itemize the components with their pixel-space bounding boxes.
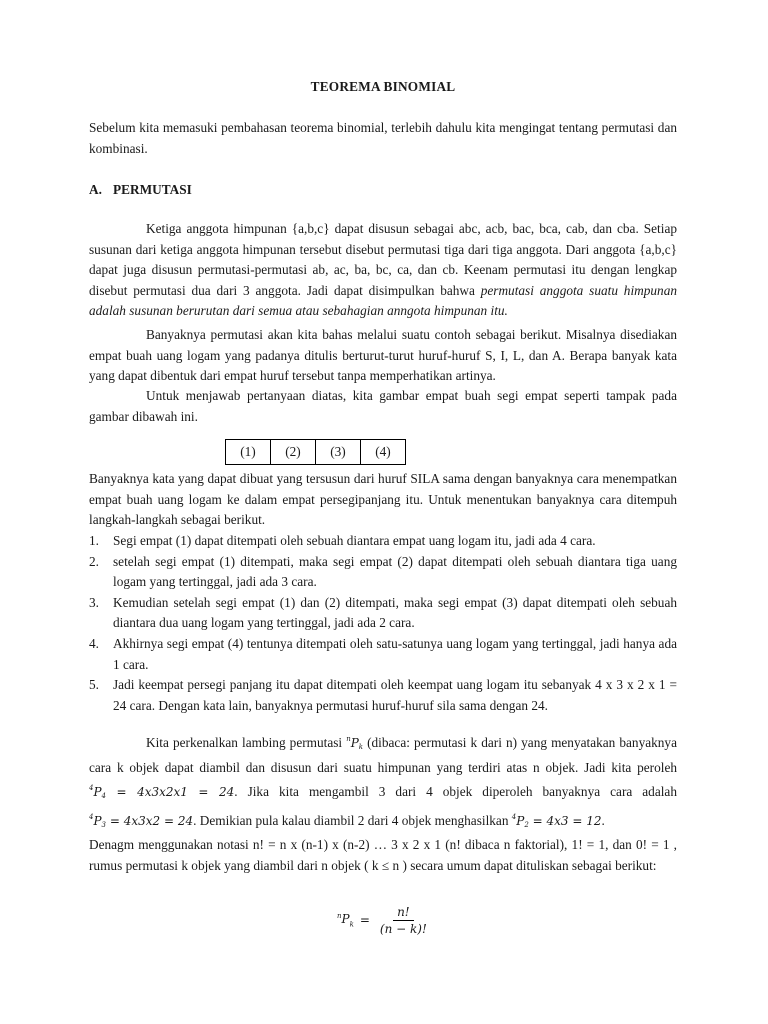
- formula-4p2: $^4P_2 = 4x3 = 12$: [511, 812, 602, 829]
- paragraph-text: Denagm menggunakan notasi n! = n x (n-1) x (n-2) … 3 x 2 x 1 (n! dibaca n faktorial), 1! = 1, dan 0! = 1 , rumus permutasi k objek yang diambil dari n objek ( k ≤ n ) secara umum dapat dituliskan sebagai berikut:: [89, 837, 677, 873]
- box-4: (4): [360, 439, 406, 465]
- formula-text: = 4x3 = 12: [532, 813, 602, 828]
- list-text: Jadi keempat persegi panjang itu dapat ditempati oleh keempat uang logam itu sebanyak 4 x 3 x 2 x 1 = 24 cara. Dengan kata lain, banyaknya permutasi huruf-huruf sila sama dengan 24.: [113, 677, 677, 713]
- box-2: (2): [270, 439, 315, 465]
- list-text: Segi empat (1) dapat ditempati oleh sebuah diantara empat uang logam itu, jadi ada 4 cara.: [113, 533, 596, 548]
- fraction: [376, 904, 431, 937]
- list-number: 2.: [89, 553, 99, 569]
- section-number: A.: [89, 182, 102, 197]
- document-title: TEOREMA BINOMIAL: [310, 79, 456, 94]
- paragraph-text: . Demikian pula kalau diambil 2 dari 4 objek menghasilkan: [193, 812, 509, 828]
- formula-npk: $^nP_k$: [346, 735, 364, 751]
- list-item: [89, 531, 677, 552]
- list-number: 5.: [89, 677, 99, 693]
- box-3: (3): [315, 439, 360, 465]
- paragraph-text: .: [601, 812, 605, 828]
- paragraph-example: Banyaknya permutasi akan kita bahas melalui suatu contoh sebagai berikut. Misalnya disediakan empat buah uang logam yang padanya ditulis berturut-turut huruf-huruf S, I, L, dan A. Berapa banyak kata yang dapat dibentuk dari empat huruf tersebut tanpa memperhatikan artinya.: [89, 327, 677, 384]
- list-item: [89, 593, 677, 634]
- paragraph-figure-intro: Untuk menjawab pertanyaan diatas, kita gambar empat buah segi empat seperti tampak pada gambar dibawah ini.: [89, 388, 677, 424]
- list-item: [89, 634, 677, 675]
- fraction-denominator: (n − k)!: [379, 922, 427, 936]
- fraction-numerator: n!: [393, 904, 414, 921]
- formula-npk: $^nP_k$: [337, 912, 354, 929]
- list-text: Kemudian setelah segi empat (1) dan (2) ditempati, maka segi empat (3) dapat ditempati oleh sebuah diantara dua uang logam yang tertinggal, jadi ada 2 cara.: [113, 594, 677, 631]
- formula-text: = 4x3x2x1 = 24: [116, 785, 235, 800]
- list-number: 1.: [89, 533, 99, 548]
- boxes-figure: [225, 439, 406, 465]
- equals-sign: =: [359, 913, 370, 928]
- paragraph-text: Kita perkenalkan lambing permutasi: [146, 735, 343, 750]
- definition-italic: permutasi anggota suatu himpunan adalah susunan berurutan dari semua atau sebahagian anngota himpunan itu.: [89, 282, 677, 319]
- section-title: PERMUTASI: [113, 182, 192, 197]
- paragraph-permutation-definition: [89, 219, 677, 322]
- list-text: setelah segi empat (1) ditempati, maka segi empat (2) dapat ditempati oleh sebuah diantara tiga uang logam yang tertinggal, jadi ada 3 cara.: [113, 553, 677, 590]
- paragraph-text: Ketiga anggota himpunan {a,b,c} dapat disusun sebagai abc, acb, bac, bca, cab, dan cba. Setiap susunan dari ketiga anggota himpunan tersebut disebut permutasi tiga dari tiga anggota. Dari anggota {a,b,c} dapat juga disusun permutasi-permutasi ab, ac, ba, bc, ca, dan cb. Keenam permutasi itu dengan lengkap disebut permutasi dua dari 3 anggota. Jadi dapat disimpulkan bahwa: [89, 221, 677, 298]
- steps-list: [89, 531, 677, 716]
- paragraph-text: (dibaca: permutasi k dari n) yang menyatakan banyaknya cara k objek dapat diambil dan disusun dari suatu himpunan yang terdiri atas n objek. Jadi kita peroleh: [89, 735, 677, 775]
- list-number: 3.: [89, 594, 99, 610]
- formula-text: = 4x3x2 = 24: [109, 813, 194, 828]
- formula-4p4: $^4P_4 = 4x3x2x1 = 24$: [89, 784, 235, 801]
- paragraph-text: . Jika kita mengambil 3 dari 4 objek diperoleh banyaknya cara adalah: [234, 784, 677, 800]
- list-item: [89, 675, 677, 716]
- box-1: (1): [225, 439, 270, 465]
- list-item: [89, 552, 677, 593]
- permutation-formula: [337, 904, 431, 937]
- section-heading: [89, 180, 192, 201]
- list-number: 4.: [89, 635, 99, 651]
- list-text: Akhirnya segi empat (4) tentunya ditempati oleh satu-satunya uang logam yang tertinggal, jadi hanya ada 1 cara.: [113, 635, 677, 672]
- formula-4p3: $^4P_3 = 4x3x2 = 24$: [89, 812, 194, 829]
- paragraph-notation: [89, 729, 677, 877]
- intro-paragraph: Sebelum kita memasuki pembahasan teorema binomial, terlebih dahulu kita mengingat tentang permutasi dan kombinasi.: [89, 120, 677, 156]
- paragraph-steps-intro: Banyaknya kata yang dapat dibuat yang tersusun dari huruf SILA sama dengan banyaknya cara menempatkan empat buah uang logam ke dalam empat persegipanjang itu. Untuk menentukan banyaknya cara ditempuh langkah-langkah sebagai berikut.: [89, 471, 677, 528]
